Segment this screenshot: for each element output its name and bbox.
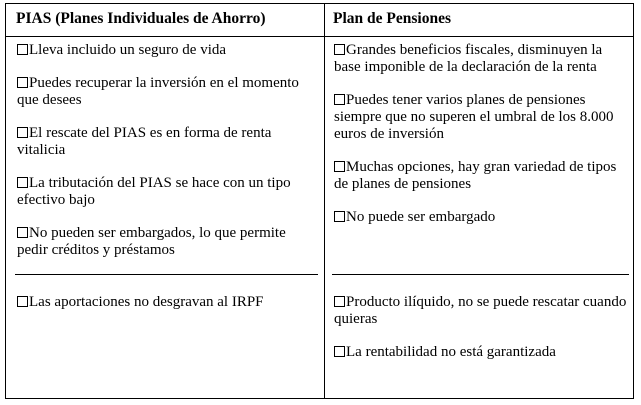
list-item — [17, 125, 319, 159]
pensiones-separator — [332, 274, 629, 275]
list-item — [334, 159, 629, 193]
column-divider — [324, 4, 325, 398]
pias-cons-list — [17, 294, 319, 327]
checkbox-icon — [334, 346, 345, 357]
checkbox-icon — [17, 296, 28, 307]
checkbox-icon — [17, 77, 28, 88]
pias-pros-list — [17, 42, 319, 275]
list-item — [334, 209, 629, 226]
checkbox-icon — [334, 211, 345, 222]
checkbox-icon — [334, 161, 345, 172]
list-item — [17, 42, 319, 59]
item-text: Puedes recuperar la inversión en el momento que desees — [17, 75, 299, 108]
header-pias: PIAS (Planes Individuales de Ahorro) — [16, 10, 266, 27]
list-item — [17, 75, 319, 109]
checkbox-icon — [334, 94, 345, 105]
item-text: No pueden ser embargados, lo que permite pedir créditos y préstamos — [17, 225, 286, 258]
item-text: Grandes beneficios fiscales, disminuyen la base imponible de la declaración de la renta — [334, 42, 603, 75]
item-text: El rescate del PIAS es en forma de renta vitalicia — [17, 125, 272, 158]
checkbox-icon — [334, 296, 345, 307]
item-text: Muchas opciones, hay gran variedad de tipos de planes de pensiones — [334, 159, 617, 192]
item-text: La tributación del PIAS se hace con un tipo efectivo bajo — [17, 175, 291, 208]
item-text: La rentabilidad no está garantizada — [346, 344, 556, 360]
list-item — [17, 225, 319, 259]
list-item — [17, 294, 319, 311]
item-text: Las aportaciones no desgravan al IRPF — [29, 294, 264, 310]
pensiones-pros-list — [334, 42, 629, 242]
comparison-table — [5, 3, 634, 399]
header-plan-pensiones: Plan de Pensiones — [333, 10, 451, 27]
checkbox-icon — [17, 44, 28, 55]
checkbox-icon — [17, 227, 28, 238]
pias-separator — [15, 274, 318, 275]
item-text: No puede ser embargado — [346, 209, 496, 225]
header-row — [6, 4, 633, 37]
item-text: Lleva incluido un seguro de vida — [29, 42, 227, 58]
item-text: Producto ilíquido, no se puede rescatar cuando quieras — [334, 294, 627, 327]
checkbox-icon — [334, 44, 345, 55]
pensiones-cons-list — [334, 294, 629, 377]
list-item — [334, 92, 629, 143]
list-item — [17, 175, 319, 209]
checkbox-icon — [17, 177, 28, 188]
checkbox-icon — [17, 127, 28, 138]
list-item — [334, 294, 629, 328]
list-item — [334, 42, 629, 76]
list-item — [334, 344, 629, 361]
item-text: Puedes tener varios planes de pensiones siempre que no superen el umbral de los 8.000 euros de inversión — [334, 92, 614, 142]
